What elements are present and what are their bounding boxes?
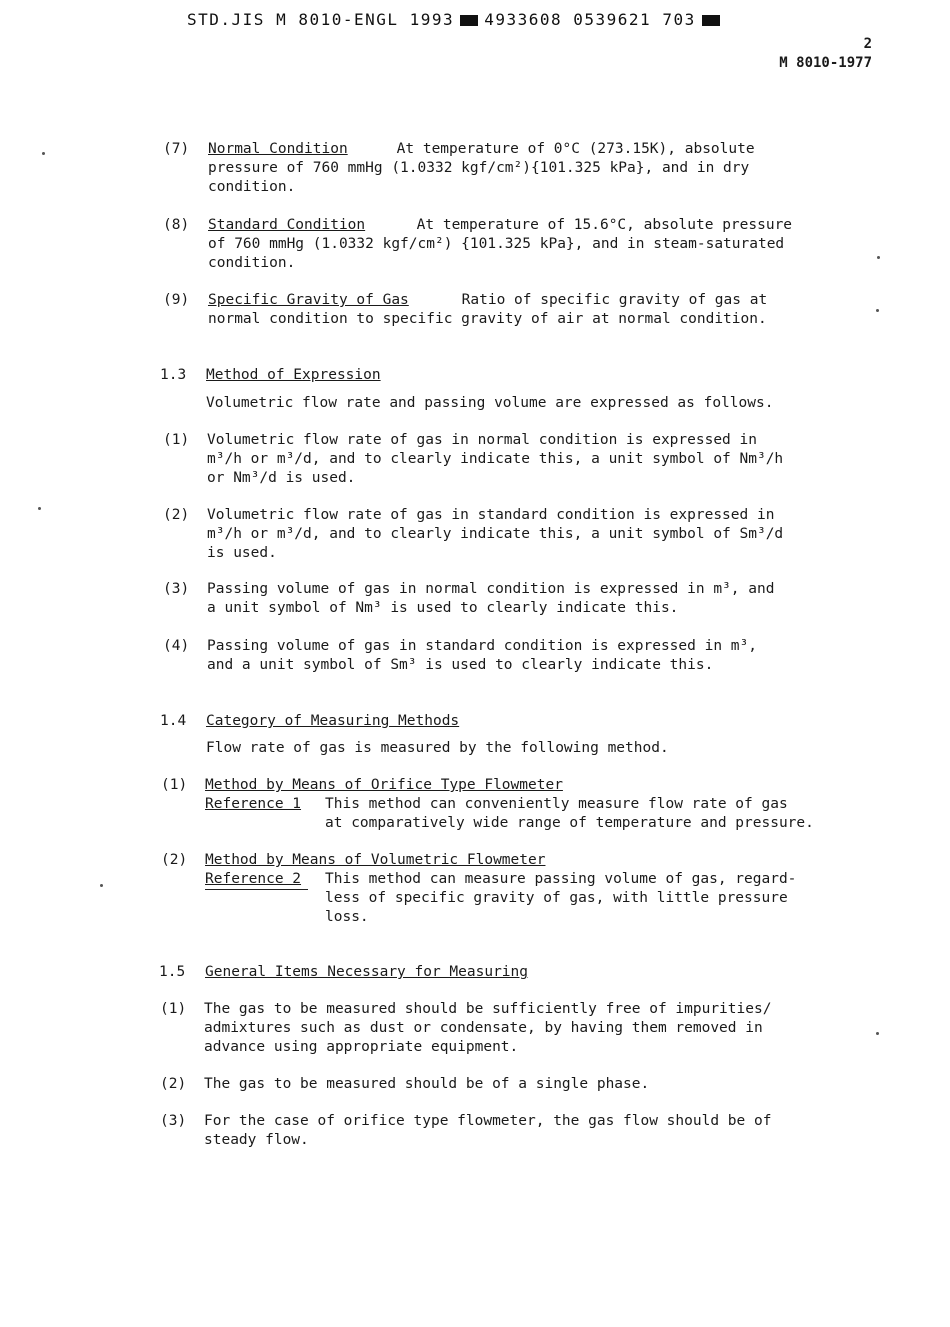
item-text: Passing volume of gas in standard condition is expressed in m³, and a unit symbol of Sm³ is used to clearly indicate this. [207, 638, 757, 673]
barcode-header [187, 10, 726, 29]
item-text: For the case of orifice type flowmeter, the gas flow should be of steady flow. [204, 1113, 772, 1148]
barcode-block-icon [702, 15, 720, 26]
item-text: The gas to be measured should be of a single phase. [204, 1076, 650, 1092]
page-number: 2 [863, 36, 872, 52]
section-1-3-heading [160, 366, 560, 386]
definition-line: At temperature of 0°C (273.15K), absolute [353, 141, 755, 157]
scan-speck [877, 256, 880, 259]
scan-speck [42, 152, 45, 155]
definition-line: of 760 mmHg (1.0332 kgf/cm²) {101.325 kPa}, and in steam-saturated [208, 236, 785, 252]
definition-line: pressure of 760 mmHg (1.0332 kgf/cm²){101.325 kPa}, and in dry [208, 160, 750, 176]
item-number: (7) [163, 141, 190, 157]
item-text: Passing volume of gas in normal condition is expressed in m³, and a unit symbol of Nm³ is used to clearly indicate this. [207, 581, 775, 616]
reference-text: This method can measure passing volume of gas, regard- less of specific gravity of gas, with little pressure loss. [325, 871, 797, 925]
section-title: Method of Expression [206, 367, 381, 383]
expression-item-1 [163, 431, 883, 491]
general-item-3 [160, 1112, 880, 1152]
scan-speck [38, 507, 41, 510]
definition-term: Specific Gravity of Gas [208, 292, 409, 308]
reference-underline [205, 889, 308, 890]
item-number: (8) [163, 217, 190, 233]
item-number: (9) [163, 292, 190, 308]
item-text: Volumetric flow rate of gas in standard condition is expressed in m³/h or m³/d, and to clearly indicate this, a unit symbol of Sm³/d is used. [207, 507, 784, 561]
general-item-1 [160, 1000, 880, 1060]
general-item-2 [160, 1075, 880, 1095]
definition-term: Standard Condition [208, 217, 366, 233]
section-1-4-heading [160, 712, 560, 732]
scan-speck [100, 884, 103, 887]
barcode-left-text: STD.JIS M 8010-ENGL 1993 [187, 10, 455, 29]
item-text: Volumetric flow rate of gas in normal condition is expressed in m³/h or m³/d, and to clearly indicate this, a unit symbol of Nm³/h or Nm³/d is used. [207, 432, 784, 486]
reference-label: Reference 1 [205, 796, 302, 812]
definition-term: Normal Condition [208, 141, 348, 157]
method-2 [161, 851, 881, 931]
expression-item-4 [163, 637, 883, 679]
section-1-3-intro: Volumetric flow rate and passing volume are expressed as follows. [206, 395, 774, 411]
item-number: (3) [163, 581, 190, 597]
definition-line: Ratio of specific gravity of gas at [418, 292, 768, 308]
barcode-block-icon [460, 15, 478, 26]
definition-line: condition. [208, 255, 296, 271]
section-title: Category of Measuring Methods [206, 713, 460, 729]
reference-label: Reference 2 [205, 871, 302, 887]
section-number: 1.4 [160, 713, 187, 729]
reference-text: This method can conveniently measure flow rate of gas at comparatively wide range of temperature and pressure. [325, 796, 814, 831]
method-title: Method by Means of Orifice Type Flowmeter [205, 777, 563, 793]
item-number: (2) [161, 852, 188, 868]
barcode-mid-text: 4933608 0539621 703 [484, 10, 696, 29]
scan-speck [876, 1032, 879, 1035]
definition-9 [163, 291, 883, 333]
definition-8 [163, 216, 883, 276]
definition-7 [163, 140, 883, 200]
reference-2 [205, 870, 881, 930]
item-number: (4) [163, 638, 190, 654]
reference-1 [205, 795, 881, 835]
item-number: (1) [160, 1001, 187, 1017]
method-1 [161, 776, 881, 836]
section-1-5-heading [159, 963, 579, 983]
section-number: 1.5 [159, 964, 186, 980]
document-id: M 8010-1977 [779, 55, 872, 71]
item-number: (2) [160, 1076, 187, 1092]
item-number: (2) [163, 507, 190, 523]
method-title: Method by Means of Volumetric Flowmeter [205, 852, 546, 868]
item-number: (1) [163, 432, 190, 448]
section-title: General Items Necessary for Measuring [205, 964, 529, 980]
expression-item-3 [163, 580, 883, 622]
item-number: (1) [161, 777, 188, 793]
section-1-4-intro: Flow rate of gas is measured by the following method. [206, 740, 669, 756]
item-number: (3) [160, 1113, 187, 1129]
definition-line: normal condition to specific gravity of air at normal condition. [208, 311, 767, 327]
definition-line: At temperature of 15.6°C, absolute pressure [373, 217, 793, 233]
section-number: 1.3 [160, 367, 187, 383]
expression-item-2 [163, 506, 883, 566]
item-text: The gas to be measured should be sufficiently free of impurities/ admixtures such as dust or condensate, by having them removed in advance using appropriate equipment. [204, 1001, 772, 1055]
definition-line: condition. [208, 179, 296, 195]
scan-speck [876, 309, 879, 312]
